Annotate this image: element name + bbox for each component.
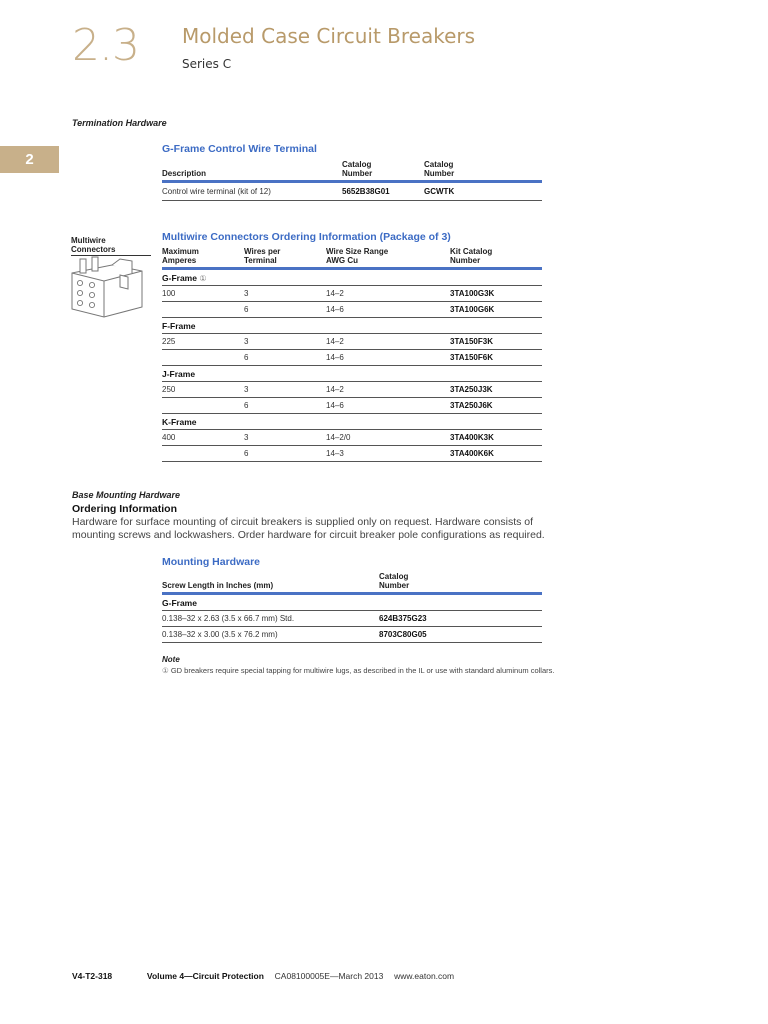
- table-row: [162, 302, 542, 318]
- table-cell: Control wire terminal (kit of 12): [162, 182, 342, 201]
- page-title: Molded Case Circuit Breakers: [182, 24, 476, 48]
- column-header-label: Catalog Number: [342, 160, 373, 178]
- table-cell: 3TA100G6K: [450, 302, 542, 318]
- table-row: [162, 627, 542, 643]
- table-row: [162, 430, 542, 446]
- column-header: Description: [162, 160, 342, 182]
- note-marker: ①: [162, 666, 169, 675]
- table-cell: 14–6: [326, 350, 450, 366]
- table-cell: 3TA150F3K: [450, 334, 542, 350]
- column-header-label: Maximum Amperes: [162, 247, 199, 265]
- footer-website: www.eaton.com: [394, 971, 455, 981]
- table-row: [162, 350, 542, 366]
- table-cell: [162, 302, 244, 318]
- table-cell: 14–2/0: [326, 430, 450, 446]
- note-marker: ①: [199, 273, 207, 283]
- column-header-label: Catalog Number: [424, 160, 455, 178]
- footer-volume: Volume 4—Circuit Protection: [146, 971, 264, 981]
- table-cell: 0.138–32 x 2.63 (3.5 x 66.7 mm) Std.: [162, 611, 379, 627]
- ordering-information-heading: Ordering Information: [72, 503, 177, 515]
- table-cell: 400: [162, 430, 244, 446]
- group-cell: K-Frame: [162, 414, 542, 430]
- table-cell: 3: [244, 430, 326, 446]
- table-cell: 6: [244, 350, 326, 366]
- table-cell: 14–3: [326, 446, 450, 462]
- group-name: G-Frame: [162, 272, 197, 283]
- table-cell: 3TA400K6K: [450, 446, 542, 462]
- column-header: [162, 247, 244, 269]
- table-row: [162, 334, 542, 350]
- table-row: [162, 182, 542, 201]
- group-cell: J-Frame: [162, 366, 542, 382]
- group-row: [162, 594, 542, 611]
- group-row: [162, 366, 542, 382]
- table-cell: 8703C80G05: [379, 627, 542, 643]
- column-header: [326, 247, 450, 269]
- table-cell: 250: [162, 382, 244, 398]
- table-cell: 100: [162, 286, 244, 302]
- table-cell: 0.138–32 x 3.00 (3.5 x 76.2 mm): [162, 627, 379, 643]
- table-cell: 3TA150F6K: [450, 350, 542, 366]
- column-header: Screw Length in Inches (mm): [162, 572, 379, 594]
- table-cell: 14–2: [326, 286, 450, 302]
- table-cell: 14–2: [326, 382, 450, 398]
- group-cell: G-Frame: [162, 594, 542, 611]
- base-mounting-heading: Base Mounting Hardware: [72, 490, 181, 500]
- group-cell: F-Frame: [162, 318, 542, 334]
- table-cell: 624B375G23: [379, 611, 542, 627]
- table-cell: [162, 446, 244, 462]
- footer-page-code: V4-T2-318: [72, 971, 113, 981]
- multiwire-connector-image: [70, 255, 144, 320]
- table-row: [162, 382, 542, 398]
- column-header: [244, 247, 326, 269]
- table-cell: 3TA250J3K: [450, 382, 542, 398]
- note-text-line: [162, 666, 554, 675]
- column-header-label: Kit Catalog Number: [450, 247, 493, 265]
- note-heading: Note: [162, 655, 180, 664]
- column-header-label: Catalog Number: [379, 572, 410, 590]
- table-cell: 14–6: [326, 398, 450, 414]
- table-cell: 6: [244, 398, 326, 414]
- note-text: GD breakers require special tapping for multiwire lugs, as described in the IL or use with standard aluminum collars.: [170, 666, 555, 675]
- table-cell: 6: [244, 446, 326, 462]
- multiwire-connector-drawing: [70, 255, 144, 320]
- column-header-label: Wires per Terminal: [244, 247, 281, 265]
- table-cell: 225: [162, 334, 244, 350]
- column-header: [379, 572, 542, 594]
- table-cell: [162, 398, 244, 414]
- table-cell: 3: [244, 382, 326, 398]
- page-footer: [72, 971, 454, 981]
- table-cell: 3TA100G3K: [450, 286, 542, 302]
- section-number: 2.3: [72, 20, 139, 71]
- table-cell: 3: [244, 286, 326, 302]
- table-cell: 6: [244, 302, 326, 318]
- column-header: [424, 160, 542, 182]
- table-cell: 3TA400K3K: [450, 430, 542, 446]
- control-wire-table-title: G-Frame Control Wire Terminal: [162, 143, 317, 155]
- table-cell: 14–2: [326, 334, 450, 350]
- control-wire-table: [162, 160, 542, 201]
- table-cell: 3TA250J6K: [450, 398, 542, 414]
- multiwire-table: [162, 247, 542, 462]
- page-subtitle: Series C: [182, 57, 232, 71]
- termination-hardware-heading: Termination Hardware: [72, 118, 167, 128]
- table-cell: 5652B38G01: [342, 182, 424, 201]
- column-header-label: Wire Size Range AWG Cu: [326, 247, 389, 265]
- table-cell: [162, 350, 244, 366]
- table-row: [162, 446, 542, 462]
- group-row: [162, 318, 542, 334]
- table-cell: 3: [244, 334, 326, 350]
- footer-doc-code: CA08100005E—March 2013: [274, 971, 384, 981]
- section-tab: 2: [0, 146, 59, 173]
- column-header: [342, 160, 424, 182]
- column-header: [450, 247, 542, 269]
- group-row: [162, 414, 542, 430]
- group-cell: [162, 269, 542, 286]
- table-row: [162, 286, 542, 302]
- mounting-hardware-table: [162, 572, 542, 643]
- table-row: [162, 398, 542, 414]
- group-row: [162, 269, 542, 286]
- table-row: [162, 611, 542, 627]
- multiwire-side-label: Multiwire Connectors: [71, 236, 151, 256]
- mounting-hardware-table-title: Mounting Hardware: [162, 556, 261, 568]
- multiwire-table-title: Multiwire Connectors Ordering Information (Package of 3): [162, 231, 451, 243]
- table-cell: 14–6: [326, 302, 450, 318]
- table-cell: GCWTK: [424, 182, 542, 201]
- base-mounting-body: Hardware for surface mounting of circuit breakers is supplied only on request. Hardware consists of mounting screws and lockwashers. Order hardware for circuit breaker pole configurations as required.: [72, 516, 545, 541]
